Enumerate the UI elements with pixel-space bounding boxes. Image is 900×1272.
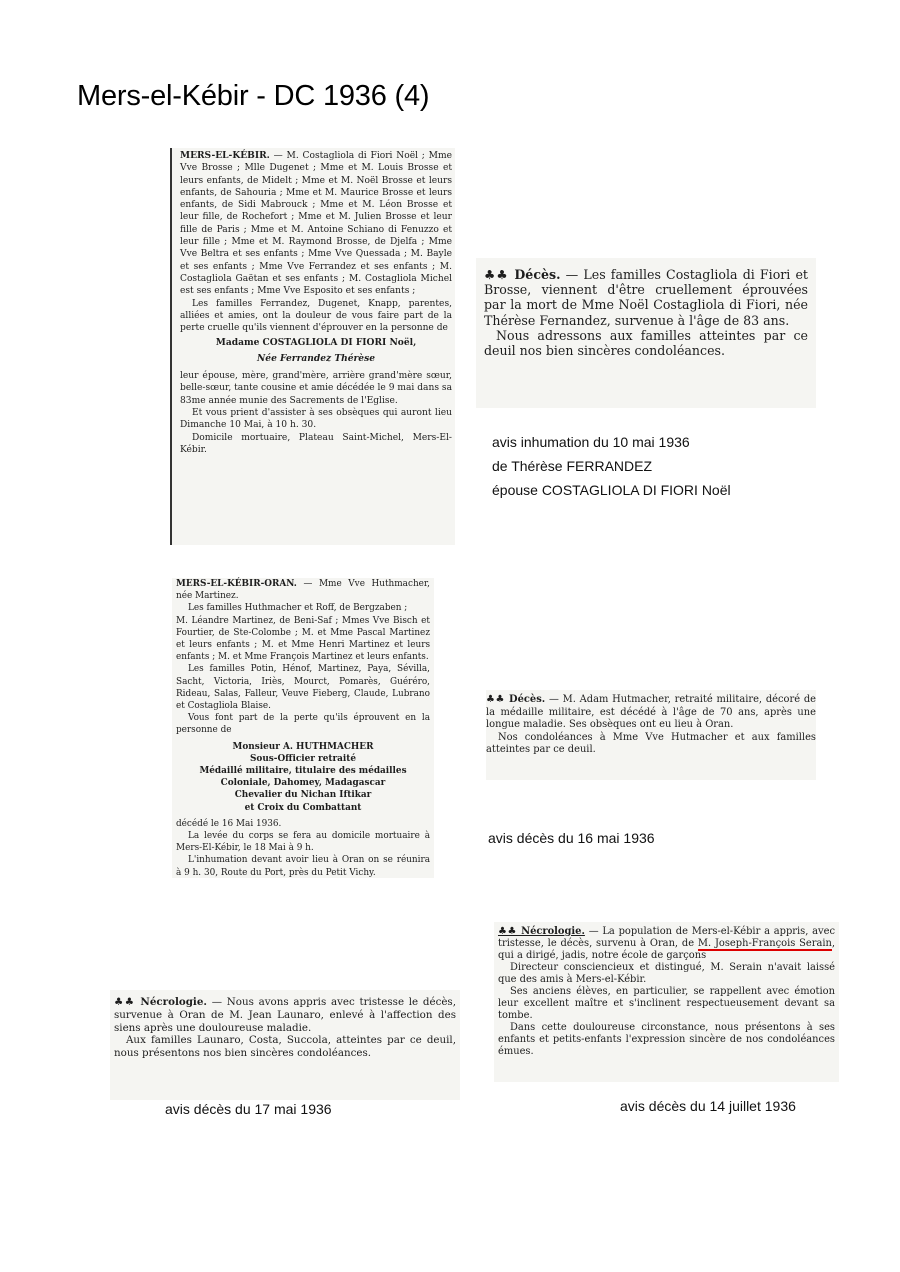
clipping-faire-part-huthmacher <box>172 578 434 878</box>
clipping-lead: ♣♣ Nécrologie. <box>498 926 585 937</box>
clipping-necrologie-serain <box>494 922 839 1082</box>
clipping-text: La levée du corps se fera au domicile mortuaire à Mers-El-Kébir, le 18 Mai à 9 h. <box>176 831 430 854</box>
clipping-text: Et vous prient d'assister à ses obsèques qui auront lieu Dimanche 10 Mai, à 10 h. 30. <box>180 407 452 431</box>
deceased-title: Chevalier du Nichan Iftikar <box>234 790 372 801</box>
clipping-text: décédé le 16 Mai 1936. <box>176 818 282 829</box>
clipping-text: Vous font part de la perte qu'ils éprouvent en la personne de <box>176 713 430 736</box>
deceased-title: Sous-Officier retraité <box>249 753 356 764</box>
clipping-necrologie-launaro <box>110 990 460 1100</box>
deceased-maiden-name: Née Ferrandez Thérèse <box>256 352 375 364</box>
deceased-name: Madame COSTAGLIOLA DI FIORI Noël, <box>215 337 417 349</box>
clipping-text: Directeur consciencieux et distingué, M. Serain n'avait laissé que des amis à Mers-el-Kébir. <box>498 962 835 985</box>
clipping-lead: MERS-EL-KÉBIR-ORAN. <box>176 579 297 589</box>
deceased-title: et Croix du Combattant <box>244 802 362 813</box>
clipping-lead: ♣♣ Décès. <box>486 694 546 705</box>
caption-inhumation-10-mai <box>492 430 731 502</box>
caption-line: avis inhumation du 10 mai 1936 <box>492 434 690 450</box>
clipping-text: Dans cette douloureuse circonstance, nous présentons à ses enfants et petits-enfants l'expression sincère de nos condoléances émues. <box>498 1022 835 1057</box>
clipping-deces-costagliola <box>476 258 816 408</box>
clipping-lead: MERS-EL-KÉBIR. <box>180 150 270 161</box>
clipping-text: Les familles Huthmacher et Roff, de Bergzaben ; <box>188 603 408 614</box>
clipping-text: Aux familles Launaro, Costa, Succola, atteintes par ce deuil, nous présentons nos bien sincères condoléances. <box>114 1034 456 1060</box>
caption-deces-14-juillet: avis décès du 14 juillet 1936 <box>620 1098 796 1114</box>
clipping-text: Domicile mortuaire, Plateau Saint-Michel, Mers-El-Kébir. <box>180 432 452 455</box>
clipping-text: Ses anciens élèves, en particulier, se rappellent avec émotion leur excellent maître et s'inclinent respectueusement devant sa tombe. <box>498 986 835 1021</box>
caption-line: de Thérèse FERRANDEZ <box>492 458 653 474</box>
clipping-text: Les familles Potin, Hénof, Martinez, Paya, Sévilla, Sacht, Victoria, Iriès, Mourct, Pomarès, Guéréro, Rideau, Salas, Falleur, Veuve Fieberg, Claude, Lubrano et Costagliola Blaise. <box>176 664 430 712</box>
caption-line: épouse COSTAGLIOLA DI FIORI Noël <box>492 482 731 498</box>
clipping-text: — Nous avons appris avec tristesse le décès, survenue à Oran de M. Jean Launaro, enlevé à l'affection des siens après une douloureuse maladie. <box>114 996 456 1034</box>
deceased-title: Médaillé militaire, titulaire des médailles Coloniale, Dahomey, Madagascar <box>199 766 407 789</box>
clipping-deces-hutmacher <box>486 690 816 780</box>
clipping-text: M. Léandre Martinez, de Beni-Saf ; Mmes Vve Bisch et Fourtier, de Ste-Colombe ; M. et Mme Pascal Martinez et leurs enfants ; M. et Mme Henri Martinez et leurs enfants ; M. et Mme François Martinez et leurs enfants. <box>176 615 430 663</box>
clipping-text: leur épouse, mère, grand'mère, arrière grand'mère sœur, belle-sœur, tante cousine et amie décédée le 9 mai dans sa 83me année munie des Sacrements de l'Eglise. <box>180 371 452 406</box>
clipping-text: , qui a dirigé, jadis, notre école de garçons <box>498 938 836 961</box>
deceased-name: Monsieur A. HUTHMACHER <box>232 741 374 752</box>
clipping-lead: ♣♣ Nécrologie. <box>114 996 207 1008</box>
clipping-text: L'inhumation devant avoir lieu à Oran on se réunira à 9 h. 30, Route du Port, près du Petit Vichy. <box>176 855 430 878</box>
clipping-text: Nos condoléances à Mme Vve Hutmacher et aux familles atteintes par ce deuil. <box>486 731 816 756</box>
clipping-text: — La population de Mers-el-Kébir a appris, avec tristesse, le décès, survenu à Oran, de <box>498 926 835 949</box>
clipping-faire-part-costagliola <box>170 148 455 545</box>
clipping-lead: ♣♣ Décès. <box>484 267 561 282</box>
page-title: Mers-el-Kébir - DC 1936 (4) <box>77 80 430 112</box>
clipping-text: Les familles Ferrandez, Dugenet, Knapp, parentes, alliées et amies, ont la douleur de vous faire part de la perte cruelle qu'ils viennent d'éprouver en la personne de <box>180 298 452 334</box>
clipping-text: — Les familles Costagliola di Fiori et Brosse, viennent d'être cruellement éprouvées par la mort de Mme Noël Costagliola di Fiori, née Thérèse Fernandez, survenue à l'âge de 83 ans. <box>484 267 808 328</box>
caption-deces-16-mai: avis décès du 16 mai 1936 <box>488 830 655 846</box>
clipping-text: — Mme Vve Huthmacher, née Martinez. <box>176 579 430 602</box>
caption-deces-17-mai: avis décès du 17 mai 1936 <box>165 1101 332 1117</box>
clipping-text: — M. Adam Hutmacher, retraité militaire, décoré de la médaille militaire, est décédé à l'âge de 70 ans, après une longue maladie. Ses obsèques ont eu lieu à Oran. <box>486 694 816 731</box>
clipping-text: — M. Costagliola di Fiori Noël ; Mme Vve Brosse ; Mlle Dugenet ; Mme et M. Louis Brosse et leurs enfants, de Midelt ; Mme et M. Noël Brosse et leurs enfants, de Sahouria ; Mme et M. Maurice Brosse et leurs enfants, de Sidi Mabrouck ; Mme et M. Léon Brosse et leur fille, de Rochefort ; Mme et M. Julien Brosse et leur fille de Paris ; Mme et M. Antoine Schiano di Fenuzzo et leur fille ; Mme et M. Raymond Brosse, de Djelfa ; Mme Vve Beltra et ses enfants ; Mme Vve Quessada ; M. Bayle et ses enfants ; Mme Vve Ferrandez et ses enfants ; M. Costagliola Gaëtan et ses enfants ; M. Costagliola Michel est ses enfants ; Mme Vve Esposito et ses enfants ; <box>180 151 452 297</box>
highlighted-name: M. Joseph-François Serain <box>697 938 832 949</box>
clipping-text: Nous adressons aux familles atteintes par ce deuil nos bien sincères condoléances. <box>484 327 808 359</box>
